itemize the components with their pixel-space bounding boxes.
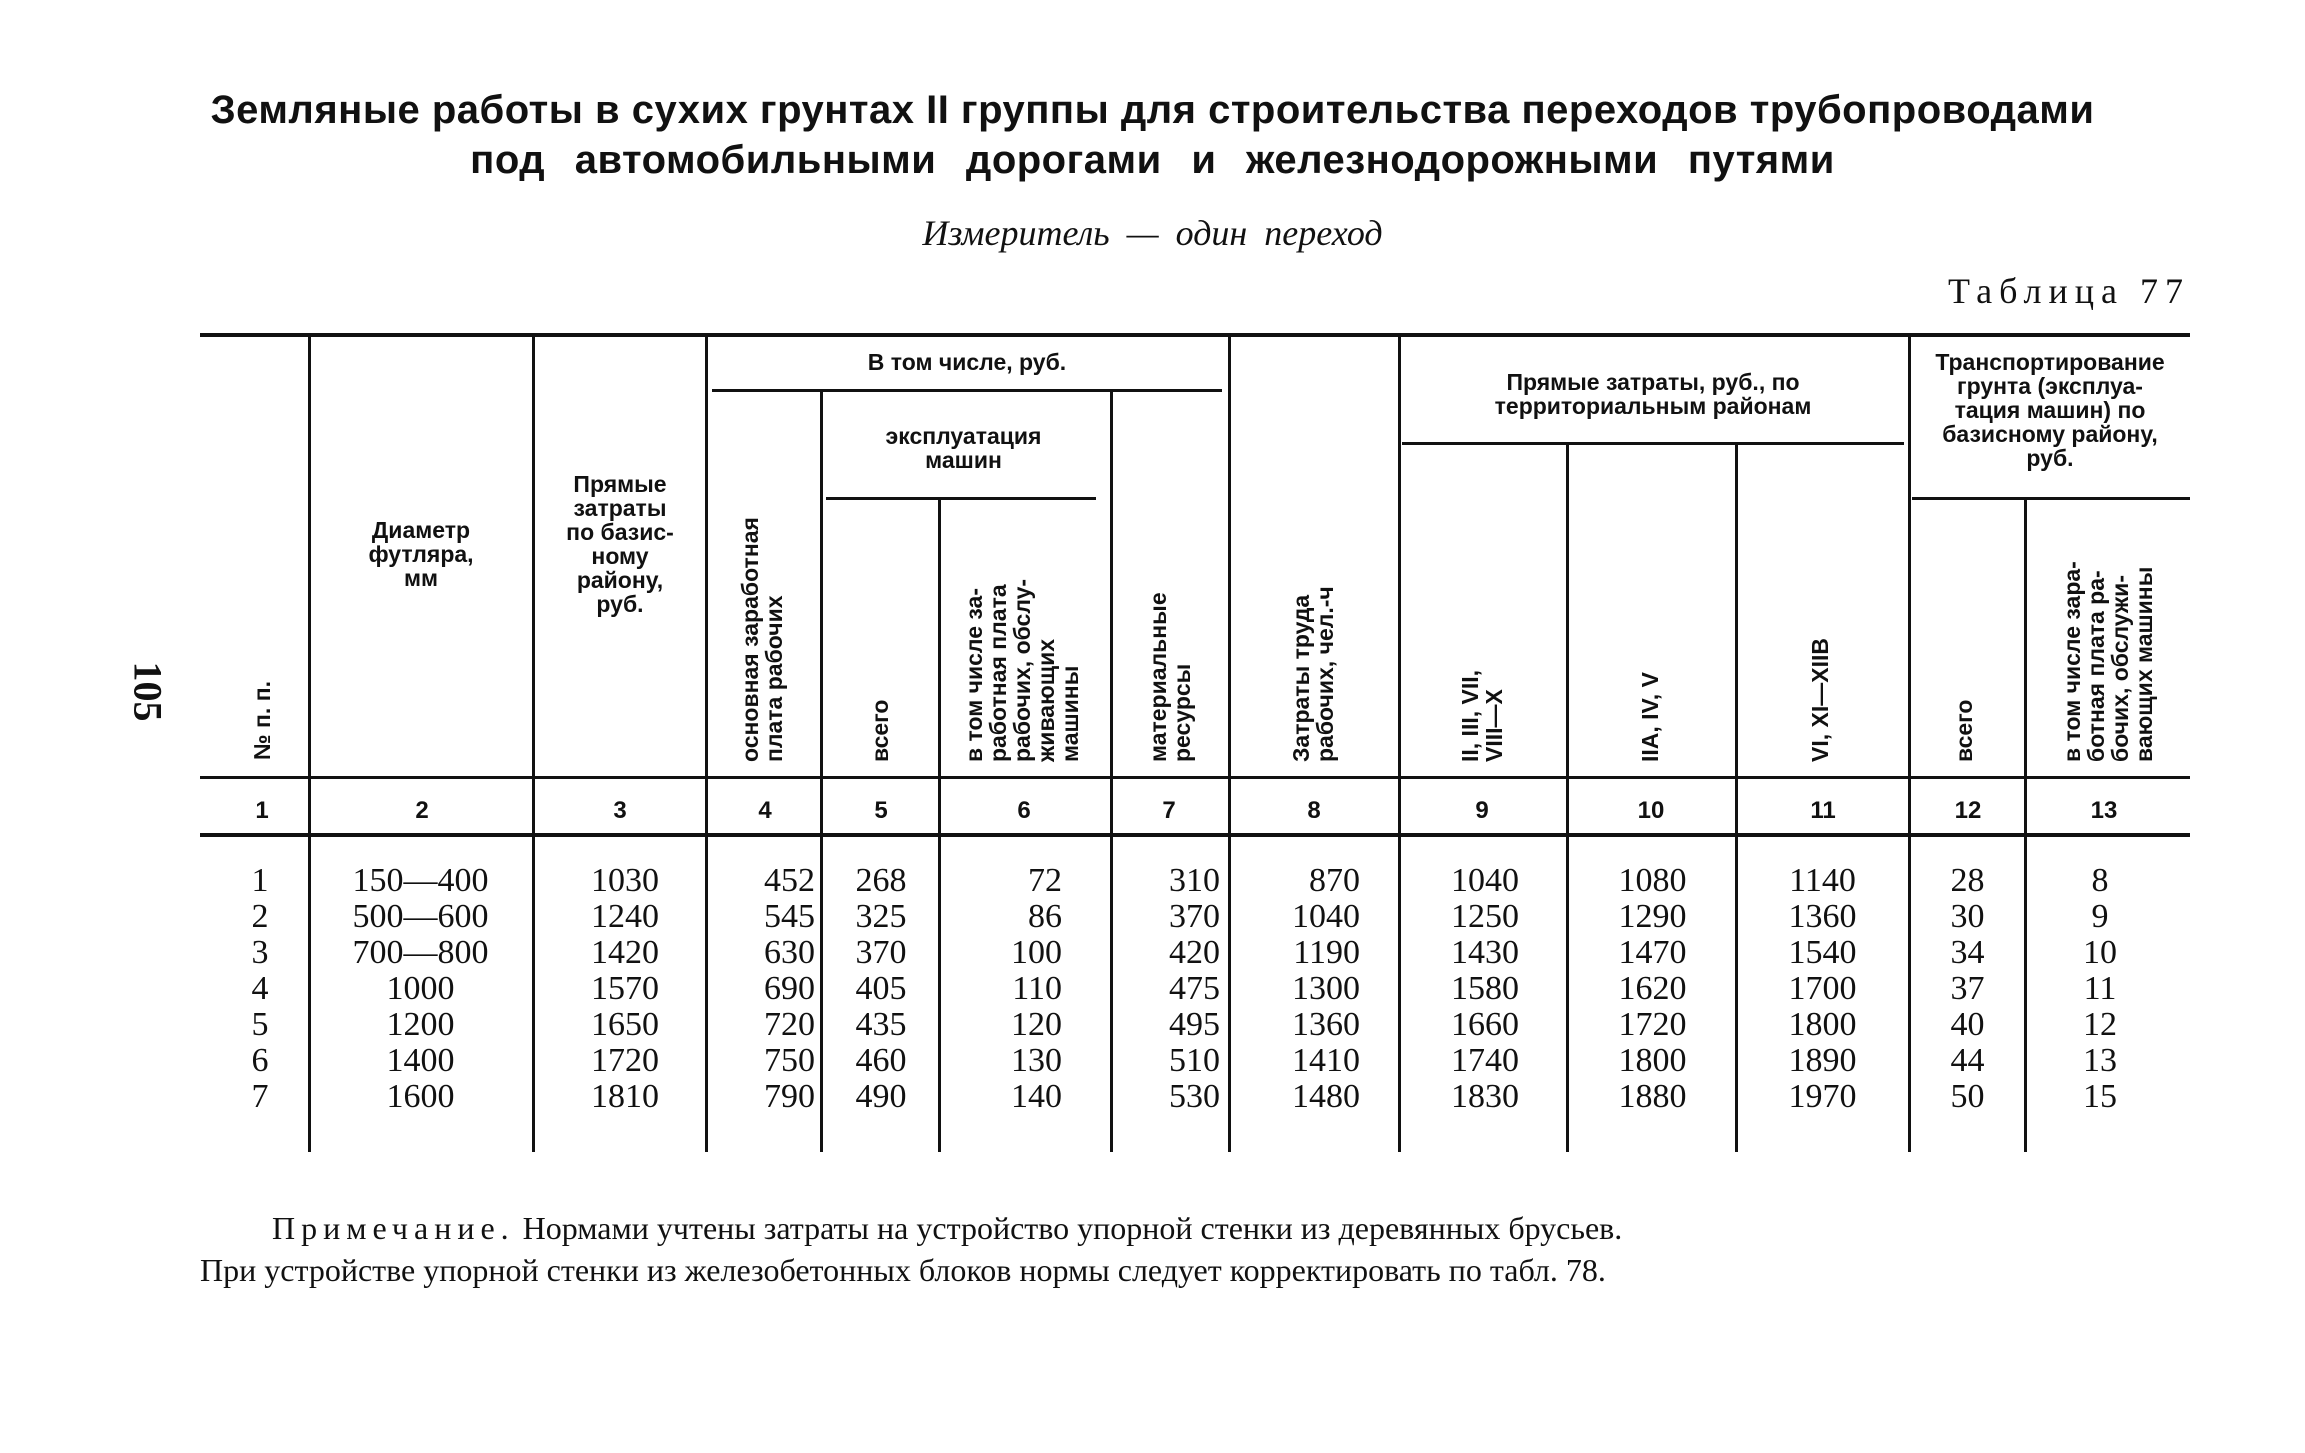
vrule-4 bbox=[820, 392, 823, 1152]
table-cell: 460 bbox=[855, 1042, 907, 1079]
table-cell: 1080 bbox=[1618, 862, 1687, 899]
column-number-13: 13 bbox=[2090, 797, 2118, 824]
table-cell: 630 bbox=[764, 934, 815, 971]
col-diameter bbox=[318, 863, 523, 1115]
note-text-1: Нормами учтены затраты на устройство упорной стенки из деревянных брусьев. bbox=[522, 1210, 1623, 1246]
table-cell: 420 bbox=[1169, 934, 1220, 971]
table-cell: 15 bbox=[2083, 1078, 2117, 1115]
column-number-11: 11 bbox=[1810, 797, 1836, 824]
table-cell: 1240 bbox=[591, 898, 659, 935]
table-cell: 1740 bbox=[1451, 1042, 1519, 1079]
header-machines-total: всего bbox=[867, 699, 893, 762]
header-region-3: VI, XI—XIIB bbox=[1807, 638, 1833, 762]
table-cell: 325 bbox=[855, 898, 907, 935]
table-cell: 1290 bbox=[1618, 898, 1687, 935]
table-cell: 120 bbox=[1011, 1006, 1062, 1043]
note-label: Примечание. bbox=[272, 1210, 515, 1246]
table-cell: 690 bbox=[764, 970, 815, 1007]
rule-regions bbox=[1402, 442, 1904, 445]
table-cell: 1300 bbox=[1292, 970, 1360, 1007]
table-cell: 1600 bbox=[386, 1078, 455, 1115]
header-base-wage: основная заработная плата рабочих bbox=[737, 517, 787, 762]
column-number-5: 5 bbox=[874, 797, 888, 824]
table-cell: 10 bbox=[2083, 934, 2117, 971]
table-cell: 1700 bbox=[1788, 970, 1857, 1007]
column-number-4: 4 bbox=[758, 797, 772, 824]
table-cell: 30 bbox=[1950, 898, 1985, 935]
col-region-1 bbox=[1420, 863, 1550, 1115]
header-group-incl: В том числе, руб. bbox=[867, 349, 1067, 375]
column-number-9: 9 bbox=[1475, 797, 1489, 824]
header-item-no: № п. п. bbox=[249, 681, 275, 760]
rule-numbers-bottom bbox=[200, 833, 2190, 837]
vrule-2 bbox=[532, 337, 535, 1152]
table-cell: 790 bbox=[764, 1078, 815, 1115]
table-cell: 435 bbox=[855, 1006, 907, 1043]
table-cell: 1830 bbox=[1451, 1078, 1519, 1115]
table-cell: 268 bbox=[855, 862, 907, 899]
table-cell: 1430 bbox=[1451, 934, 1519, 971]
table-cell: 1970 bbox=[1788, 1078, 1857, 1115]
table-cell: 500—600 bbox=[352, 898, 489, 935]
table-cell: 12 bbox=[2083, 1006, 2117, 1043]
table-cell: 72 bbox=[1028, 862, 1062, 899]
table-cell: 140 bbox=[1011, 1078, 1062, 1115]
header-materials: материальные ресурсы bbox=[1145, 592, 1195, 762]
table-cell: 86 bbox=[1028, 898, 1062, 935]
table-cell: 7 bbox=[251, 1078, 269, 1115]
table-cell: 545 bbox=[764, 898, 815, 935]
table-cell: 40 bbox=[1950, 1006, 1985, 1043]
table-cell: 475 bbox=[1169, 970, 1220, 1007]
rule-transport bbox=[1912, 497, 2190, 500]
col-transport-wage bbox=[2045, 863, 2155, 1115]
table-cell: 1880 bbox=[1618, 1078, 1687, 1115]
table-cell: 44 bbox=[1950, 1042, 1985, 1079]
table-cell: 1000 bbox=[386, 970, 455, 1007]
table-label: Таблица 77 bbox=[1948, 271, 2190, 311]
header-labor: Затраты труда рабочих, чел.-ч bbox=[1288, 586, 1338, 762]
table-cell: 37 bbox=[1950, 970, 1985, 1007]
table-cell: 1190 bbox=[1293, 934, 1360, 971]
note-line-2: При устройстве упорной стенки из железобетонных блоков нормы следует корректировать по табл. 78. bbox=[200, 1252, 1606, 1288]
table-cell: 13 bbox=[2083, 1042, 2117, 1079]
table-cell: 1650 bbox=[591, 1006, 659, 1043]
header-diameter: Диаметр футляра, мм bbox=[368, 517, 474, 591]
header-transport-wage: в том числе зара- ботная плата ра- бочих, обслужи- вающих машины bbox=[2059, 561, 2157, 762]
table-cell: 1040 bbox=[1451, 862, 1519, 899]
table-cell: 34 bbox=[1950, 934, 1985, 971]
table-cell: 50 bbox=[1950, 1078, 1985, 1115]
table-cell: 1800 bbox=[1618, 1042, 1687, 1079]
vrule-1 bbox=[308, 337, 311, 1152]
table-cell: 130 bbox=[1011, 1042, 1062, 1079]
table-cell: 1200 bbox=[386, 1006, 455, 1043]
table-cell: 310 bbox=[1169, 862, 1220, 899]
header-region-2: IIA, IV, V bbox=[1637, 672, 1663, 762]
column-number-3: 3 bbox=[613, 797, 627, 824]
header-group-regions: Прямые затраты, руб., по территориальным районам bbox=[1494, 369, 1812, 419]
column-number-6: 6 bbox=[1017, 797, 1031, 824]
table-cell: 1400 bbox=[386, 1042, 455, 1079]
table-cell: 1410 bbox=[1292, 1042, 1360, 1079]
column-number-8: 8 bbox=[1307, 797, 1321, 824]
vrule-8 bbox=[1398, 337, 1401, 1152]
vrule-10 bbox=[1735, 445, 1738, 1152]
table-cell: 8 bbox=[2091, 862, 2109, 899]
table-cell: 6 bbox=[251, 1042, 269, 1079]
measure-unit: Измеритель — один переход bbox=[922, 213, 1383, 253]
table-cell: 370 bbox=[855, 934, 907, 971]
rule-top bbox=[200, 333, 2190, 337]
header-transport-total: всего bbox=[1951, 699, 1977, 762]
col-region-2 bbox=[1590, 863, 1715, 1115]
table-cell: 150—400 bbox=[352, 862, 489, 899]
table-cell: 1660 bbox=[1451, 1006, 1519, 1043]
table-cell: 452 bbox=[764, 862, 815, 899]
header-group-machines: эксплуатация машин bbox=[885, 423, 1042, 473]
col-region-3 bbox=[1760, 863, 1885, 1115]
col-machines-wage bbox=[960, 863, 1062, 1115]
table-cell: 1470 bbox=[1618, 934, 1687, 971]
table-cell: 1140 bbox=[1789, 862, 1856, 899]
table-cell: 1720 bbox=[1618, 1006, 1687, 1043]
table-cell: 1580 bbox=[1451, 970, 1519, 1007]
table-cell: 530 bbox=[1169, 1078, 1220, 1115]
column-number-2: 2 bbox=[415, 797, 429, 824]
header-group-transport: Транспортирование грунта (эксплуа- тация машин) по базисному району, руб. bbox=[1935, 349, 2165, 471]
table-cell: 700—800 bbox=[352, 934, 489, 971]
header-region-1: II, III, VII, VIII—X bbox=[1457, 669, 1507, 762]
table-cell: 870 bbox=[1309, 862, 1360, 899]
table-cell: 1890 bbox=[1788, 1042, 1857, 1079]
page-number: 105 bbox=[125, 661, 171, 722]
table-cell: 3 bbox=[251, 934, 269, 971]
table-cell: 110 bbox=[1012, 970, 1062, 1007]
col-transport-total bbox=[1925, 863, 2010, 1115]
table-cell: 1420 bbox=[591, 934, 659, 971]
table-cell: 1360 bbox=[1292, 1006, 1360, 1043]
table-cell: 720 bbox=[764, 1006, 815, 1043]
table-cell: 1030 bbox=[591, 862, 659, 899]
header-direct-costs: Прямые затраты по базис- ному району, руб. bbox=[566, 471, 674, 617]
rule-header-bottom bbox=[200, 776, 2190, 779]
table-cell: 1 bbox=[251, 862, 269, 899]
table-cell: 100 bbox=[1011, 934, 1062, 971]
table-cell: 1810 bbox=[591, 1078, 659, 1115]
note-line-1 bbox=[272, 1208, 1622, 1248]
column-number-12: 12 bbox=[1954, 797, 1982, 824]
table-cell: 1040 bbox=[1292, 898, 1360, 935]
vrule-12 bbox=[2024, 500, 2027, 1152]
table-cell: 495 bbox=[1169, 1006, 1220, 1043]
table-cell: 1800 bbox=[1788, 1006, 1857, 1043]
vrule-6 bbox=[1110, 392, 1113, 1152]
table-cell: 510 bbox=[1169, 1042, 1220, 1079]
column-number-7: 7 bbox=[1162, 797, 1176, 824]
vrule-3 bbox=[705, 337, 708, 1152]
title-line-1: Земляные работы в сухих грунтах II группы для строительства переходов трубопроводами bbox=[210, 88, 2095, 132]
col-base-wage bbox=[725, 863, 815, 1115]
table-cell: 2 bbox=[251, 898, 269, 935]
table-cell: 490 bbox=[855, 1078, 907, 1115]
rule-machines bbox=[826, 497, 1096, 500]
table-cell: 1480 bbox=[1292, 1078, 1360, 1115]
table-cell: 28 bbox=[1950, 862, 1985, 899]
table-cell: 5 bbox=[251, 1006, 269, 1043]
col-machines-total bbox=[835, 863, 927, 1115]
title-line-2: под автомобильными дорогами и железнодорожными путями bbox=[470, 138, 1835, 182]
col-labor bbox=[1250, 863, 1360, 1115]
header-machines-wage: в том числе за- работная плата рабочих, обслу- живающих машины bbox=[961, 578, 1083, 762]
column-number-1: 1 bbox=[255, 797, 269, 824]
vrule-7 bbox=[1228, 337, 1231, 1152]
table-cell: 1360 bbox=[1788, 898, 1857, 935]
vrule-9 bbox=[1566, 445, 1569, 1152]
col-item-no bbox=[230, 863, 290, 1115]
col-direct-costs bbox=[565, 863, 685, 1115]
table-cell: 750 bbox=[764, 1042, 815, 1079]
table-cell: 1540 bbox=[1788, 934, 1857, 971]
table-cell: 370 bbox=[1169, 898, 1220, 935]
table-cell: 4 bbox=[251, 970, 269, 1007]
rule-incl bbox=[712, 389, 1222, 392]
table-cell: 1720 bbox=[591, 1042, 659, 1079]
table-cell: 11 bbox=[2083, 970, 2117, 1007]
table-cell: 9 bbox=[2091, 898, 2109, 935]
table-cell: 1620 bbox=[1618, 970, 1687, 1007]
col-materials bbox=[1120, 863, 1220, 1115]
table-cell: 1250 bbox=[1451, 898, 1519, 935]
column-number-10: 10 bbox=[1637, 797, 1665, 824]
table-cell: 405 bbox=[855, 970, 907, 1007]
vrule-5 bbox=[938, 500, 941, 1152]
table-cell: 1570 bbox=[591, 970, 659, 1007]
